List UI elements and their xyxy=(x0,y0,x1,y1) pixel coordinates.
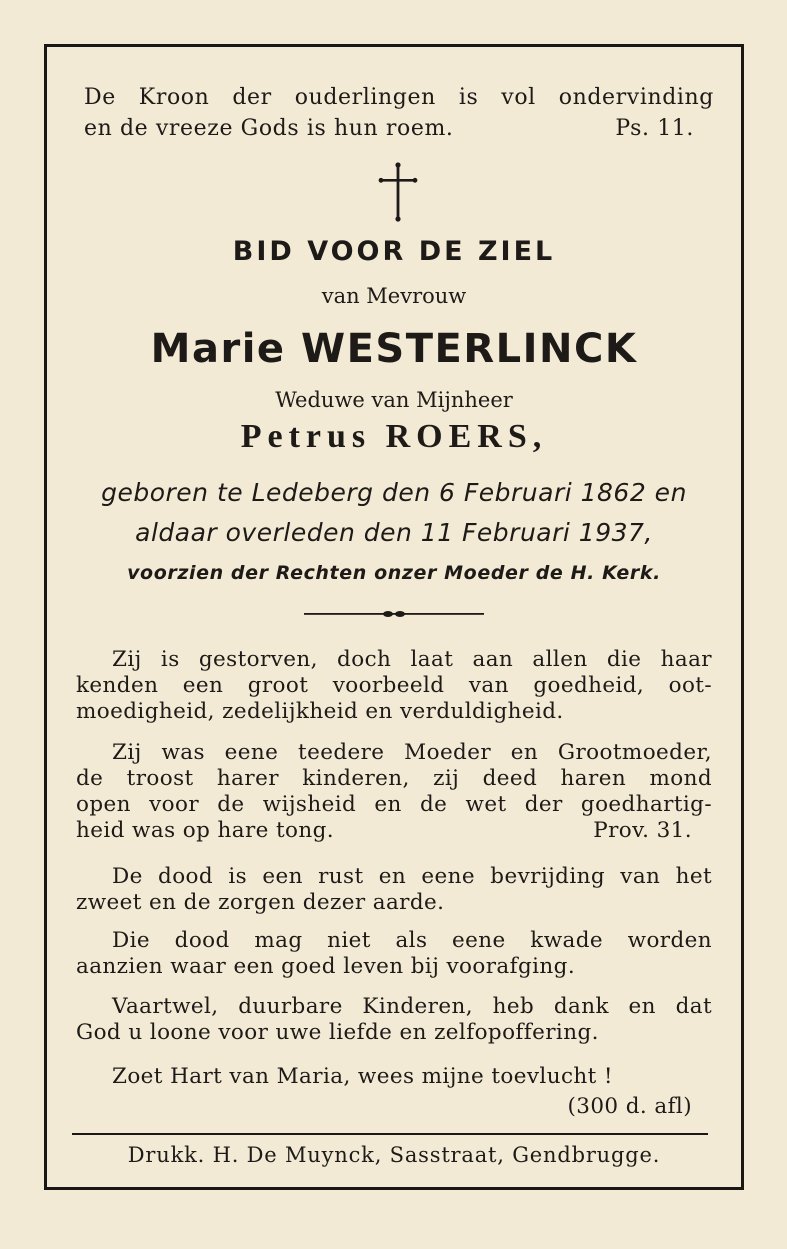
proverbs-reference: Prov. 31. xyxy=(593,818,692,843)
paragraph-line: zweet en de zorgen dezer aarde. xyxy=(76,890,445,915)
paragraph-3 xyxy=(76,864,712,916)
verse-line-1: De Kroon der ouderlingen is vol ondervinding xyxy=(84,85,714,110)
paragraph-line: open voor de wijsheid en de wet der goedhartig- xyxy=(76,792,712,817)
closing xyxy=(76,1064,712,1120)
paragraph-line-text: heid was op hare tong. xyxy=(76,818,335,843)
paragraph-line: De dood is een rust en eene bevrijding van het xyxy=(112,864,712,889)
verse-line-2 xyxy=(84,113,714,144)
deceased-name: Marie WESTERLINCK xyxy=(150,326,638,372)
relation-line: Weduwe van Mijnheer xyxy=(275,388,513,412)
paragraph-line: God u loone voor uwe liefde en zelfopoffering. xyxy=(76,1020,599,1045)
invocation-line: Zoet Hart van Maria, wees mijne toevlucht ! xyxy=(112,1064,613,1089)
paragraph-line-with-ref xyxy=(76,818,712,844)
indulgence-line xyxy=(76,1090,712,1120)
paragraph-line: Zij was eene teedere Moeder en Grootmoeder, xyxy=(112,740,712,765)
verse-reference: Ps. 11. xyxy=(615,116,694,141)
paragraph-line: Vaartwel, duurbare Kinderen, heb dank en dat xyxy=(112,994,712,1019)
birth-line: geboren te Ledeberg den 6 Februari 1862 en xyxy=(101,478,687,507)
paragraph-2 xyxy=(76,740,712,844)
paragraph-5 xyxy=(76,994,712,1046)
paragraph-line: Zij is gestorven, doch laat aan allen die haar xyxy=(112,647,712,672)
opening-verse xyxy=(84,82,714,144)
paragraph-line: de troost harer kinderen, zij deed haren mond xyxy=(76,766,712,791)
rites-line: voorzien der Rechten onzer Moeder de H. Kerk. xyxy=(127,562,661,584)
printer-credit: Drukk. H. De Muynck, Sasstraat, Gendbrugge. xyxy=(127,1143,661,1167)
verse-line-2-text: en de vreeze Gods is hun roem. xyxy=(84,116,454,141)
prayer-heading: BID VOOR DE ZIEL xyxy=(232,236,556,267)
ornament-icon xyxy=(304,608,484,620)
paragraph-1 xyxy=(76,647,712,725)
title-line: van Mevrouw xyxy=(321,284,467,308)
paragraph-line: kenden een groot voorbeeld van goedheid, oot- xyxy=(76,673,712,698)
paragraph-line: moedigheid, zedelijkheid en verduldigheid. xyxy=(76,699,564,724)
cross-icon xyxy=(378,162,418,222)
indulgence-note: (300 d. afl) xyxy=(567,1094,692,1119)
paragraph-line: Die dood mag niet als eene kwade worden xyxy=(112,928,712,953)
death-line: aldaar overleden den 11 Februari 1937, xyxy=(135,518,653,547)
paragraph-4 xyxy=(76,928,712,980)
paragraph-line: aanzien waar een goed leven bij voorafging. xyxy=(76,954,576,979)
husband-name: Petrus ROERS, xyxy=(240,418,548,455)
footer-rule xyxy=(72,1133,708,1135)
